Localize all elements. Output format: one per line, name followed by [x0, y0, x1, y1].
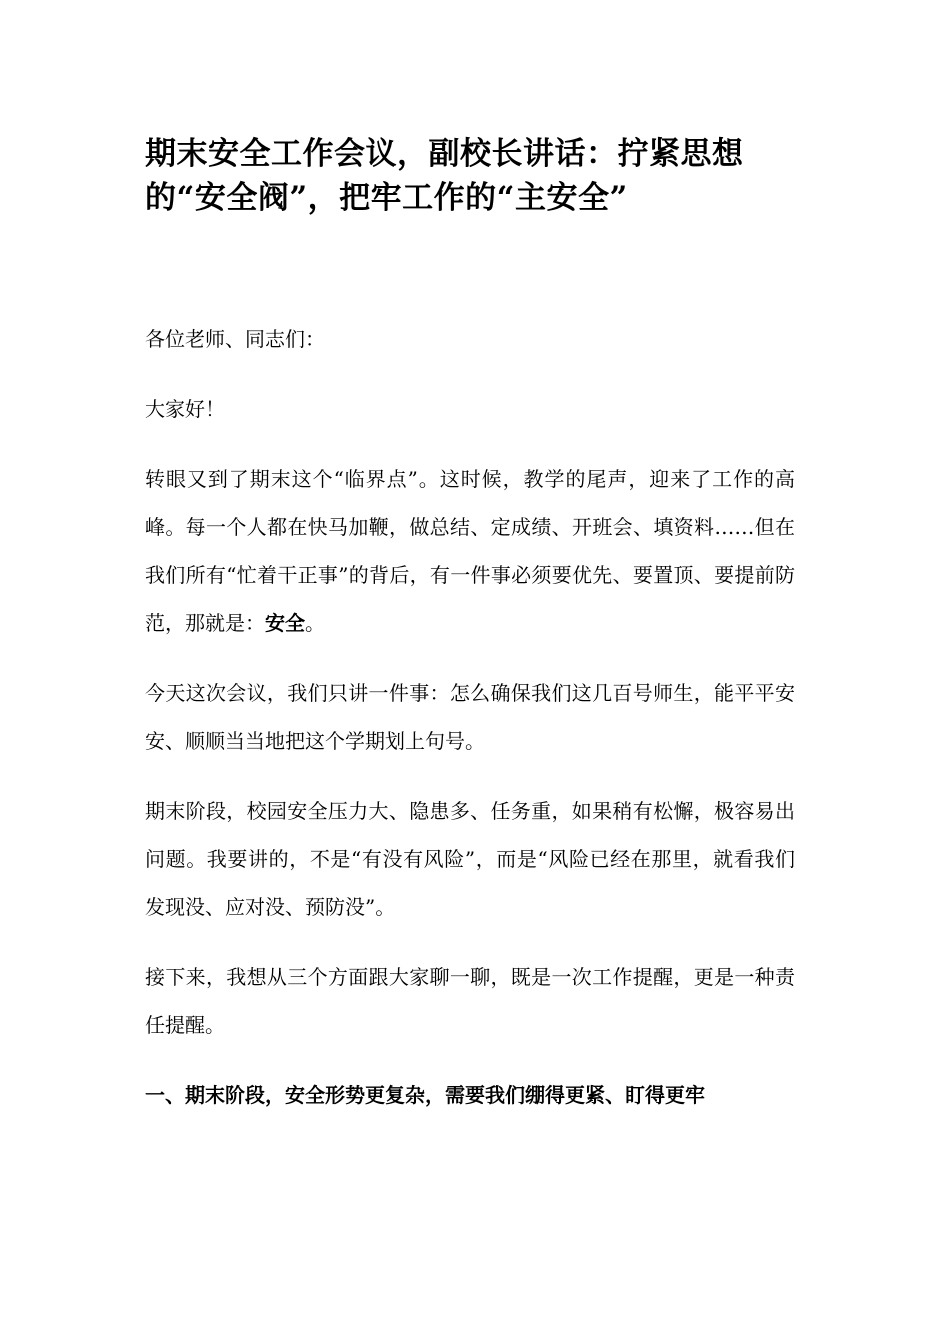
section-heading-1: 一、期末阶段，安全形势更复杂，需要我们绷得更紧、盯得更牢: [145, 1083, 705, 1107]
paragraph-1-text: 转眼又到了期末这个“临界点”。这时候，教学的尾声，迎来了工作的高峰。每一个人都在快马加鞭，做总结、定成绩、开班会、填资料……但在我们所有“忙着干正事”的背后，有一件事必须要优先、要置顶、要提前防范，那就是：: [145, 467, 795, 635]
paragraph-3: 期末阶段，校园安全压力大、隐患多、任务重，如果稍有松懈，极容易出问题。我要讲的，不是“有没有风险”，而是“风险已经在那里，就看我们发现没、应对没、预防没”。: [145, 799, 795, 919]
document-page: [145, 132, 795, 1119]
document-body: [145, 315, 795, 1119]
paragraph-4: 接下来，我想从三个方面跟大家聊一聊，既是一次工作提醒，更是一种责任提醒。: [145, 965, 795, 1037]
greeting: 大家好！: [145, 397, 225, 421]
paragraph-1: [145, 455, 795, 647]
paragraph-1-end: 。: [305, 611, 325, 635]
paragraph-2: 今天这次会议，我们只讲一件事：怎么确保我们这几百号师生，能平平安安、顺顺当当地把这个学期划上句号。: [145, 681, 795, 753]
paragraph-1-emphasis: 安全: [265, 611, 305, 635]
salutation: 各位老师、同志们：: [145, 327, 325, 351]
document-title: 期末安全工作会议，副校长讲话：拧紧思想的“安全阀”，把牢工作的“主安全”: [145, 136, 744, 216]
